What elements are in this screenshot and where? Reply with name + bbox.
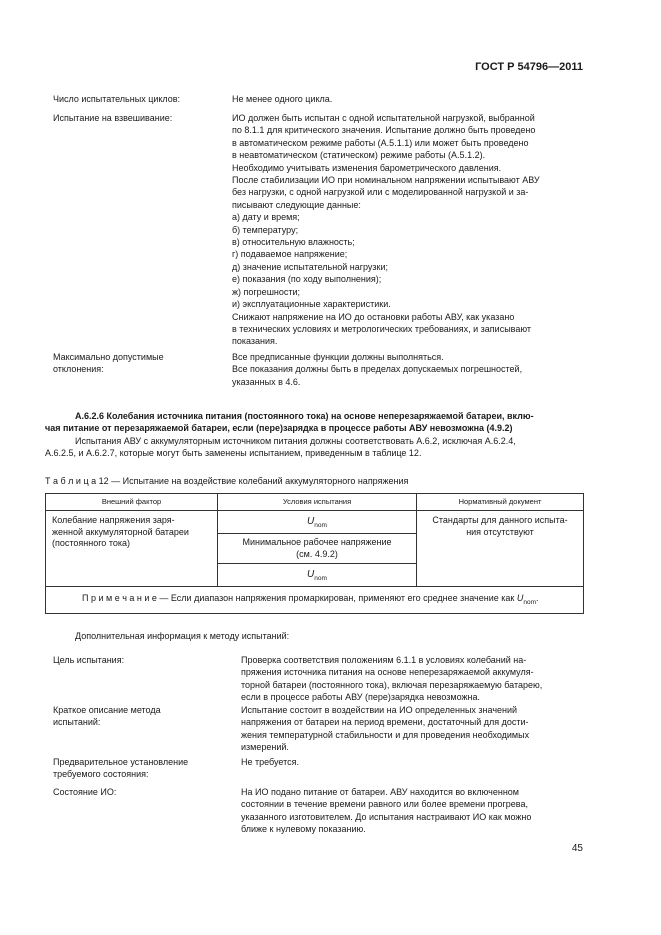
table-caption: Т а б л и ц а 12 — Испытание на воздействие колебаний аккумуляторного напряжения <box>45 476 409 486</box>
value-line: Все предписанные функции должны выполняться. <box>232 352 444 362</box>
label-cycles <box>53 93 180 105</box>
value-line: Проверка соответствия положениям 6.1.1 в условиях колебаний на- <box>241 655 527 665</box>
value-line: Необходимо учитывать изменения барометрического давления. <box>232 162 502 173</box>
section-body: А.6.2.5, и А.6.2.7, которые могут быть заменены испытанием, приведенным в таблице 12. <box>45 448 422 459</box>
note-end: . <box>536 593 539 603</box>
table-row <box>46 511 584 587</box>
value-line: На ИО подано питание от батареи. АВУ находится во включенном <box>241 787 519 797</box>
value-line: д) значение испытательной нагрузки; <box>232 261 388 272</box>
section-heading: чая питание от перезаряжаемой батареи, если (пере)зарядка в процессе работы АВУ невозможна (4.9.2) <box>45 423 513 434</box>
value-method <box>241 704 529 754</box>
value-line: а) дату и время; <box>232 212 300 223</box>
label-weighing-test <box>53 112 172 124</box>
document-header: ГОСТ Р 54796—2011 <box>475 61 583 73</box>
label-max-deviations <box>53 351 164 376</box>
value-line: если в процессе работы АВУ (пере)зарядка невозможна. <box>241 692 480 703</box>
value-line: состоянии в течение времени равного или более времени прогрева, <box>241 799 528 810</box>
label-eut-state <box>53 786 116 798</box>
value-line: и) эксплуатационные характеристики. <box>232 299 391 310</box>
label-line: Краткое описание метода <box>53 705 161 715</box>
value-line: в автоматическом режиме работы (А.5.1.1) или может быть проведено <box>232 137 529 148</box>
label-purpose <box>53 654 124 666</box>
label-line: Цель испытания: <box>53 655 125 665</box>
value-line: Не требуется. <box>241 757 299 767</box>
table-12 <box>45 493 584 614</box>
value-line: Испытание состоит в воздействии на ИО определенных значений <box>241 705 518 715</box>
value-line: в технических условиях и метрологических требованиях, и записывают <box>232 323 532 334</box>
table-cell-factor: Колебание напряжения заря- женной аккумуляторной батареи (постоянного тока) <box>46 511 218 587</box>
label-line: Состояние ИО: <box>53 787 117 797</box>
page-number: 45 <box>571 843 583 854</box>
value-line: ИО должен быть испытан с одной испытательной нагрузкой, выбранной <box>232 113 535 123</box>
value-line: г) подаваемое напряжение; <box>232 249 348 260</box>
value-cycles <box>232 93 332 105</box>
condition-unom <box>218 511 416 534</box>
label-line: Максимально допустимые <box>53 352 164 362</box>
note-text: — Если диапазон напряжения промаркирован, применяют его среднее значение как <box>156 593 517 603</box>
value-weighing-test <box>232 112 540 348</box>
note-sub: nom <box>523 598 536 606</box>
value-line: пряжения источника питания на основе неперезаряжаемой аккумуля- <box>241 667 534 678</box>
table-note-row <box>46 587 584 614</box>
condition-var: U <box>307 569 315 580</box>
value-line: торной батареи (постоянного тока), включая перезаряжаемую батарею, <box>241 679 543 690</box>
label-method <box>53 704 161 729</box>
value-line: жения температурной стабильности и для проведения необходимых <box>241 729 530 740</box>
value-max-deviations <box>232 351 522 388</box>
table-cell-document: Стандарты для данного испыта- ния отсутствуют <box>417 511 584 587</box>
value-line: ближе к нулевому показанию. <box>241 824 366 835</box>
label-line: отклонения: <box>53 364 104 375</box>
value-line: показания. <box>232 336 278 347</box>
value-line: ж) погрешности; <box>232 286 301 297</box>
value-line: После стабилизации ИО при номинальном напряжении испытывают АВУ <box>232 175 540 186</box>
value-line: писывают следующие данные: <box>232 199 361 210</box>
section-heading: А.6.2.6 Колебания источника питания (постоянного тока) на основе неперезаряжаемой батареи, вклю- <box>75 411 534 421</box>
label-line: Число испытательных циклов: <box>53 94 181 104</box>
condition-var: U <box>307 516 315 527</box>
value-purpose <box>241 654 542 704</box>
note-prefix: П р и м е ч а н и е <box>82 593 157 603</box>
label-line: Испытание на взвешивание: <box>53 113 173 123</box>
label-line: Предварительное установление <box>53 757 189 767</box>
table-header: Условия испытания <box>218 494 417 511</box>
label-line: требуемого состояния: <box>53 769 149 780</box>
table-note <box>46 587 584 614</box>
table-header: Внешний фактор <box>46 494 218 511</box>
value-line: в) относительную влажность; <box>232 237 355 248</box>
value-line: Все показания должны быть в пределах допускаемых погрешностей, <box>232 364 523 375</box>
condition-unom <box>218 564 416 586</box>
condition-sub: nom <box>314 522 327 529</box>
label-line: испытаний: <box>53 717 101 728</box>
value-preconditioning <box>241 756 299 768</box>
value-line: Не менее одного цикла. <box>232 94 333 104</box>
value-line: в неавтоматическом (статическом) режиме работы (А.5.1.2). <box>232 150 486 161</box>
condition-min-voltage: Минимальное рабочее напряжение (см. 4.9.2) <box>218 534 416 564</box>
value-line: по 8.1.1 для критического значения. Испытание должно быть проведено <box>232 125 536 136</box>
value-line: б) температуру; <box>232 224 299 235</box>
label-preconditioning <box>53 756 188 781</box>
table-header-row <box>46 494 584 511</box>
table-cell-conditions <box>218 511 417 587</box>
value-eut-state <box>241 786 531 836</box>
value-line: указанного изготовителем. До испытания настраивают ИО как можно <box>241 811 532 822</box>
value-line: без нагрузки, с одной нагрузкой или с моделированной нагрузкой и за- <box>232 187 529 198</box>
value-line: указанных в 4.6. <box>232 376 301 387</box>
value-line: е) показания (по ходу выполнения); <box>232 274 382 285</box>
value-line: напряжения от батареи на период времени, достаточный для дости- <box>241 717 529 728</box>
note-var: U <box>516 593 524 603</box>
value-line: Снижают напряжение на ИО до остановки работы АВУ, как указано <box>232 311 515 322</box>
table-header: Нормативный документ <box>417 494 584 511</box>
extra-intro: Дополнительная информация к методу испытаний: <box>75 631 290 641</box>
condition-sub: nom <box>314 575 327 582</box>
value-line: измерений. <box>241 742 289 753</box>
section-a626 <box>45 410 585 460</box>
section-body: Испытания АВУ с аккумуляторным источником питания должны соответствовать А.6.2, исключая А.6.2.4, <box>75 435 516 446</box>
